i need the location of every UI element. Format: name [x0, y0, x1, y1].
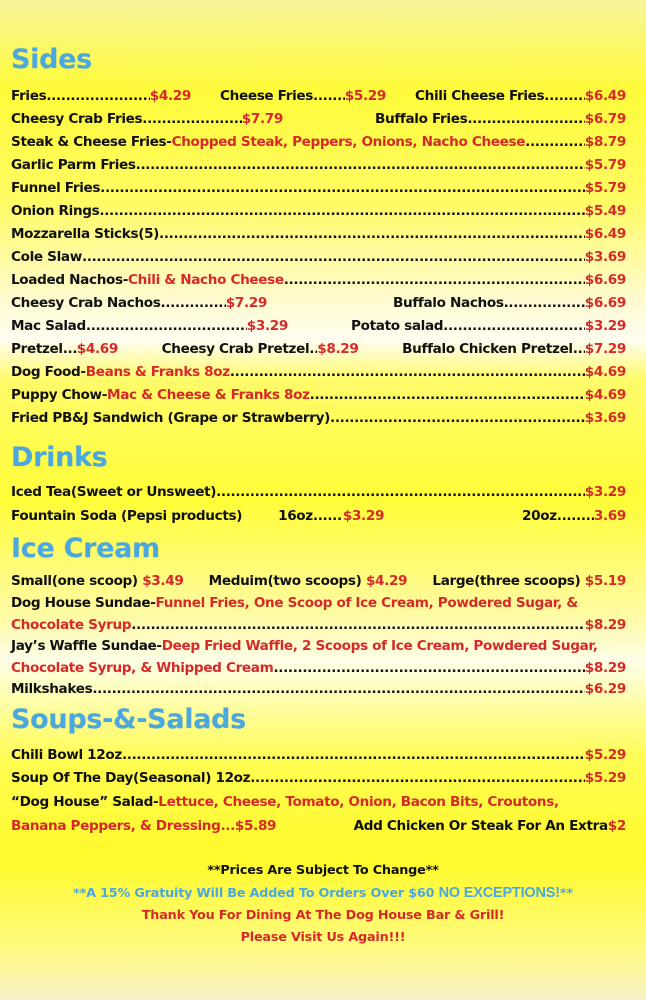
item-name: Jay’s Waffle Sundae-	[11, 638, 162, 654]
item-price: $7.79	[241, 111, 283, 127]
item-size: 20oz	[522, 508, 557, 524]
item-name: Fountain Soda (Pepsi products)	[11, 508, 243, 524]
item-price: $6.69	[584, 272, 626, 288]
item-price: $4.69	[584, 364, 626, 380]
section-title-soups-salads: Soups-&-Salads	[11, 704, 246, 735]
item-price: $4.29	[365, 573, 408, 589]
item-price: $8.29	[317, 341, 359, 357]
item-name: Buffalo Nachos	[393, 295, 504, 311]
menu-row-scoop-sizes	[11, 573, 626, 595]
item-name: Dog House Sundae-	[11, 595, 156, 611]
item-name: Cheese Fries	[220, 88, 314, 104]
item-size: 16oz	[278, 508, 313, 524]
item-price: $8.29	[584, 617, 626, 633]
item-name: Fries	[11, 88, 47, 104]
item-price: $3.49	[142, 573, 184, 589]
item-description: Lettuce, Cheese, Tomato, Onion, Bacon Bits, Croutons,	[158, 794, 559, 810]
item-name: Milkshakes	[11, 681, 93, 697]
gratuity-end: **	[559, 886, 573, 901]
item-description: Chili & Nacho Cheese	[128, 272, 284, 288]
item-price: $7.29	[584, 341, 626, 357]
item-price: $8.79	[584, 134, 626, 150]
item-price: $5.49	[584, 203, 626, 219]
item-name: Mac Salad	[11, 318, 86, 334]
menu-row-jays-waffle-sundae-cont	[11, 660, 626, 682]
menu-row-fried-pbj	[11, 410, 626, 432]
menu-row-mac-salad	[11, 318, 626, 340]
item-price: $5.29	[584, 747, 626, 763]
menu-row-iced-tea	[11, 484, 626, 506]
item-name: Loaded Nachos-	[11, 272, 129, 288]
item-description: Deep Fried Waffle, 2 Scoops of Ice Cream, Powdered Sugar,	[161, 638, 598, 654]
item-description: Funnel Fries, One Scoop of Ice Cream, Powdered Sugar, &	[155, 595, 578, 611]
item-price: $6.69	[584, 295, 626, 311]
menu-row-fountain-soda	[11, 508, 626, 530]
item-name: “Dog House” Salad-	[11, 794, 159, 810]
menu-row-mozzarella-sticks	[11, 226, 626, 248]
menu-row-cole-slaw	[11, 249, 626, 271]
menu-row-cheesy-crab-fries	[11, 111, 626, 133]
menu-row-dog-house-salad	[11, 794, 626, 816]
item-price: $7.29	[225, 295, 267, 311]
footer-thank-you: Thank You For Dining At The Dog House Bar & Grill!	[141, 908, 505, 923]
menu-row-puppy-chow	[11, 387, 626, 409]
menu-row-chili-bowl	[11, 747, 626, 769]
item-name: Puppy Chow-	[11, 387, 108, 403]
item-name: Buffalo Fries	[375, 111, 468, 127]
menu-row-garlic-parm-fries	[11, 157, 626, 179]
item-description: Chocolate Syrup	[11, 617, 132, 633]
item-name: Buffalo Chicken Pretzel	[402, 341, 573, 357]
item-name: Onion Rings	[11, 203, 100, 219]
menu-row-fries	[11, 88, 626, 110]
item-price: $5.79	[584, 157, 626, 173]
item-name: Iced Tea(Sweet or Unsweet)	[11, 484, 217, 500]
menu-row-funnel-fries	[11, 180, 626, 202]
menu-row-steak-cheese-fries	[11, 134, 626, 156]
item-name: Funnel Fries	[11, 180, 101, 196]
item-description: Banana Peppers, & Dressing...	[11, 818, 235, 834]
menu-row-milkshakes	[11, 681, 626, 703]
section-title-sides: Sides	[11, 44, 92, 75]
item-name: Small(one scoop)	[11, 573, 138, 589]
section-title-ice-cream: Ice Cream	[11, 533, 160, 564]
gratuity-text: **A 15% Gratuity Will Be Added To Orders Over $60	[73, 886, 439, 901]
section-title-drinks: Drinks	[11, 442, 108, 473]
item-price: $6.49	[584, 88, 626, 104]
item-name: Garlic Parm Fries	[11, 157, 136, 173]
item-price: $5.19	[584, 573, 626, 589]
menu-row-dog-house-sundae	[11, 595, 626, 617]
item-name: Potato salad	[351, 318, 444, 334]
menu-row-dog-house-salad-cont	[11, 818, 626, 840]
item-price: $4.69	[76, 341, 118, 357]
item-price: $5.29	[584, 770, 626, 786]
item-name: Cheesy Crab Pretzel	[161, 341, 310, 357]
item-price: $4.29	[149, 88, 191, 104]
item-name: Chili Bowl 12oz	[11, 747, 122, 763]
item-name: Pretzel	[11, 341, 63, 357]
item-price: $3.29	[246, 318, 288, 334]
item-name: Chili Cheese Fries	[415, 88, 545, 104]
item-name: Mozzarella Sticks(5)	[11, 226, 160, 242]
footer-gratuity-notice	[0, 885, 646, 901]
item-description: Chopped Steak, Peppers, Onions, Nacho Cheese	[171, 134, 526, 150]
item-price: $5.89	[234, 818, 277, 834]
item-price: $6.79	[584, 111, 626, 127]
item-price: $6.29	[584, 681, 626, 697]
menu-row-onion-rings	[11, 203, 626, 225]
item-description: Beans & Franks 8oz	[85, 364, 230, 380]
item-price: $5.29	[344, 88, 386, 104]
addon-price: $2	[607, 818, 626, 834]
item-name: Large(three scoops)	[432, 573, 581, 589]
menu-row-dog-house-sundae-cont	[11, 617, 626, 639]
item-name: Fried PB&J Sandwich (Grape or Strawberry)	[11, 410, 331, 426]
item-name: Steak & Cheese Fries-	[11, 134, 172, 150]
item-price: $3.69	[584, 249, 626, 265]
menu-row-loaded-nachos	[11, 272, 626, 294]
item-price: $5.79	[584, 180, 626, 196]
addon-text: Add Chicken Or Steak For An Extra	[353, 818, 608, 834]
menu-row-jays-waffle-sundae	[11, 638, 626, 660]
item-price: $4.69	[584, 387, 626, 403]
item-description: Chocolate Syrup, & Whipped Cream	[11, 660, 274, 676]
item-name: Soup Of The Day(Seasonal) 12oz	[11, 770, 251, 786]
footer-visit-again: Please Visit Us Again!!!	[240, 930, 406, 945]
item-price: $3.29	[584, 318, 626, 334]
footer-price-notice: **Prices Are Subject To Change**	[207, 863, 439, 878]
menu-row-pretzels	[11, 341, 626, 363]
no-exceptions-text: NO EXCEPTIONS!	[438, 885, 560, 901]
item-price: $3.69	[584, 410, 626, 426]
item-name: Dog Food-	[11, 364, 86, 380]
item-name: Meduim(two scoops)	[208, 573, 362, 589]
menu-row-soup-of-the-day	[11, 770, 626, 792]
item-price: $6.49	[584, 226, 626, 242]
item-name: Cole Slaw	[11, 249, 82, 265]
item-price: $3.29	[342, 508, 385, 524]
item-name: Cheesy Crab Nachos	[11, 295, 161, 311]
menu-row-cheesy-crab-nachos	[11, 295, 626, 317]
menu-row-dog-food	[11, 364, 626, 386]
item-description: Mac & Cheese & Franks 8oz	[107, 387, 310, 403]
item-price: 3.69	[593, 508, 626, 524]
item-name: Cheesy Crab Fries	[11, 111, 143, 127]
item-price: $8.29	[584, 660, 626, 676]
item-price: $3.29	[584, 484, 626, 500]
